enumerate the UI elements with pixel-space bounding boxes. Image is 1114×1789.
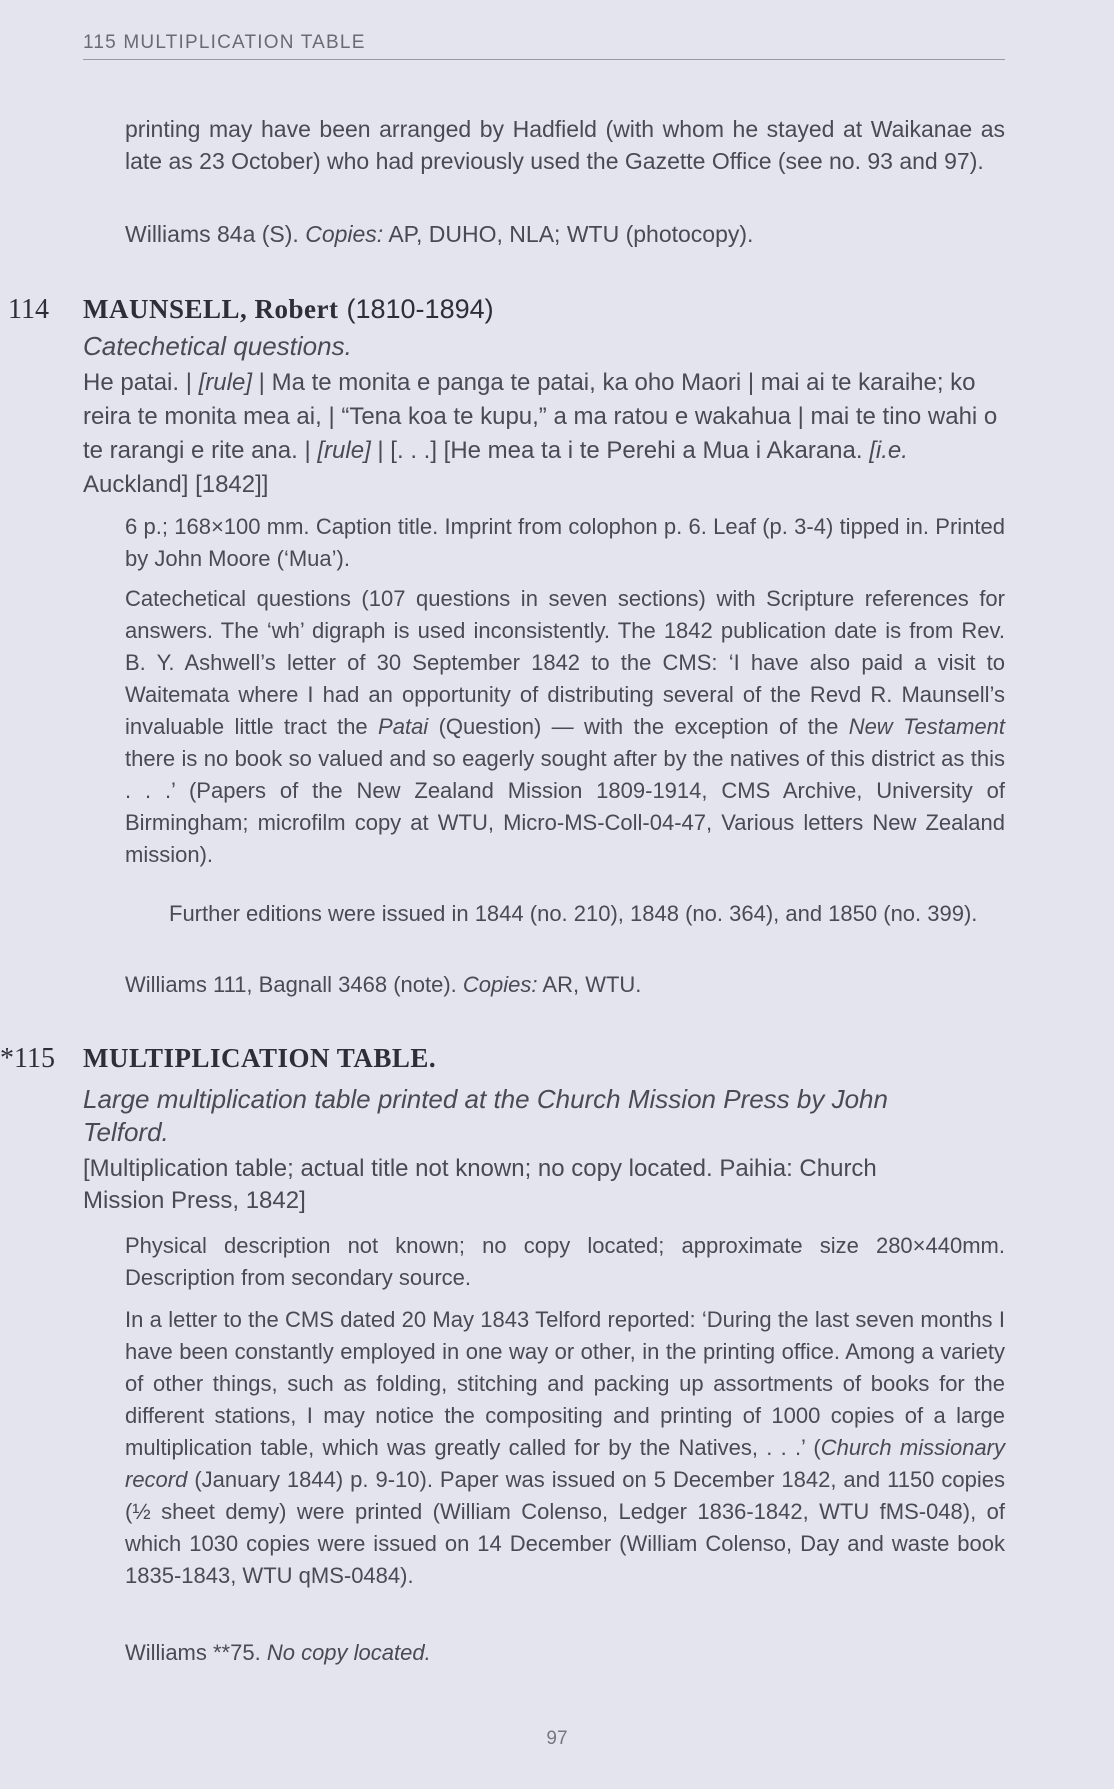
- copies-list: AR, WTU.: [542, 972, 642, 997]
- copies-list: AP, DUHO, NLA; WTU (photocopy).: [388, 221, 754, 247]
- physical-description-114: 6 p.; 168×100 mm. Caption title. Imprint from colophon p. 6. Leaf (p. 3-4) tipped in. Printed by John Moore (‘Mua’).: [125, 514, 1005, 571]
- continuation-paragraph: printing may have been arranged by Hadfield (with whom he stayed at Waikanae as late as 23 October) who had previously used the Gazette Office (see no. 93 and 97).: [125, 116, 1005, 174]
- reference-114: [125, 969, 1005, 1001]
- entry-title-115: Large multiplication table printed at the Church Mission Press by John Telford.: [83, 1084, 888, 1147]
- note-italic: Church missionary record: [125, 1435, 1005, 1492]
- title-transcription-115: [Multiplication table; actual title not known; no copy located. Paihia: Church Mission Press, 1842]: [83, 1155, 877, 1214]
- note-text: In a letter to the CMS dated 20 May 1843 Telford reported: ‘During the last seven months I have been constantly employed in one way or other, in the printing office. Among a variety of other things, such as folding, stitching and packing up assortments of books for the different stations, I may notice the compositing and printing of 1000 copies of a large multiplication table, which was greatly called for by the Natives, . . .’ (: [125, 1307, 1005, 1460]
- reference-text: Williams 111, Bagnall 3468 (note).: [125, 972, 457, 997]
- entry-number-114: 114: [8, 294, 49, 325]
- note-paragraph-115: [125, 1304, 1005, 1592]
- continuation-reference: [125, 218, 1005, 250]
- note-text: Catechetical questions (107 questions in seven sections) with Scripture references for answers. The ‘wh’ digraph is used inconsistently. The 1842 publication date is from Rev. B. Y. Ashwell’s letter of 30 September 1842 to the CMS: ‘I have also paid a visit to Waitemata where I had an opportunity of distributing several of the Revd R. Maunsell’s invaluable little tract the: [125, 586, 1005, 739]
- author-dates: (1810-1894): [346, 294, 494, 324]
- further-editions-114: Further editions were issued in 1844 (no. 210), 1848 (no. 364), and 1850 (no. 399).: [169, 901, 978, 926]
- ie-marker: [i.e.: [869, 437, 908, 464]
- transcription-part: | [. . .] [He mea ta i te Perehi a Mua i Akarana.: [377, 437, 863, 464]
- transcription-part: Auckland] [1842]]: [83, 471, 269, 498]
- rule-marker: [rule]: [198, 369, 252, 396]
- rule-marker: [rule]: [317, 437, 371, 464]
- reference-115: [125, 1637, 1005, 1669]
- entry-heading-115: [83, 1043, 436, 1074]
- copies-label: Copies:: [305, 221, 384, 247]
- note-text: there is no book so valued and so eagerly sought after by the natives of this district as this . . .’ (Papers of the New Zealand Mission 1809-1914, CMS Archive, University of Birmingham; microfilm copy at WTU, Micro-MS-Coll-04-47, Various letters New Zealand mission).: [125, 746, 1005, 867]
- transcription-part: | Ma te monita e panga te patai, ka oho Maori | mai ai te karaihe; ko reira te monita mea ai, | “Tena koa te kupu,” a ma ratou e wakahua | mai te tino wahi o te rarangi e rite ana. |: [83, 369, 998, 464]
- running-head: 115 MULTIPLICATION TABLE: [83, 32, 1005, 60]
- entry-heading-114: [83, 294, 494, 325]
- note-paragraph-114: [125, 583, 1005, 871]
- note-text: (Question) — with the exception of the: [438, 714, 839, 739]
- page-number: 97: [546, 1728, 568, 1749]
- no-copy-label: No copy located.: [266, 1640, 431, 1665]
- physical-description-115: Physical description not known; no copy located; approximate size 280×440mm. Description from secondary source.: [125, 1233, 1005, 1290]
- entry-number-115: *115: [0, 1043, 55, 1074]
- transcription-part: He patai. |: [83, 369, 192, 396]
- note-text: (January 1844) p. 9-10). Paper was issued on 5 December 1842, and 1150 copies (½ sheet demy) were printed (William Colenso, Ledger 1836-1842, WTU fMS-048), of which 1030 copies were issued on 14 December (William Colenso, Day and waste book 1835-1843, WTU qMS-0484).: [125, 1467, 1005, 1588]
- title-transcription-114: [83, 366, 1005, 502]
- entry-title-114: Catechetical questions.: [83, 331, 352, 361]
- entry-heading-text: MULTIPLICATION TABLE.: [83, 1043, 437, 1073]
- note-italic: Patai: [378, 714, 429, 739]
- reference-text: Williams 84a (S).: [125, 221, 299, 247]
- note-italic: New Testament: [848, 714, 1005, 739]
- author-name: MAUNSELL, Robert: [83, 294, 339, 324]
- copies-label: Copies:: [462, 972, 538, 997]
- reference-text: Williams **75.: [125, 1640, 261, 1665]
